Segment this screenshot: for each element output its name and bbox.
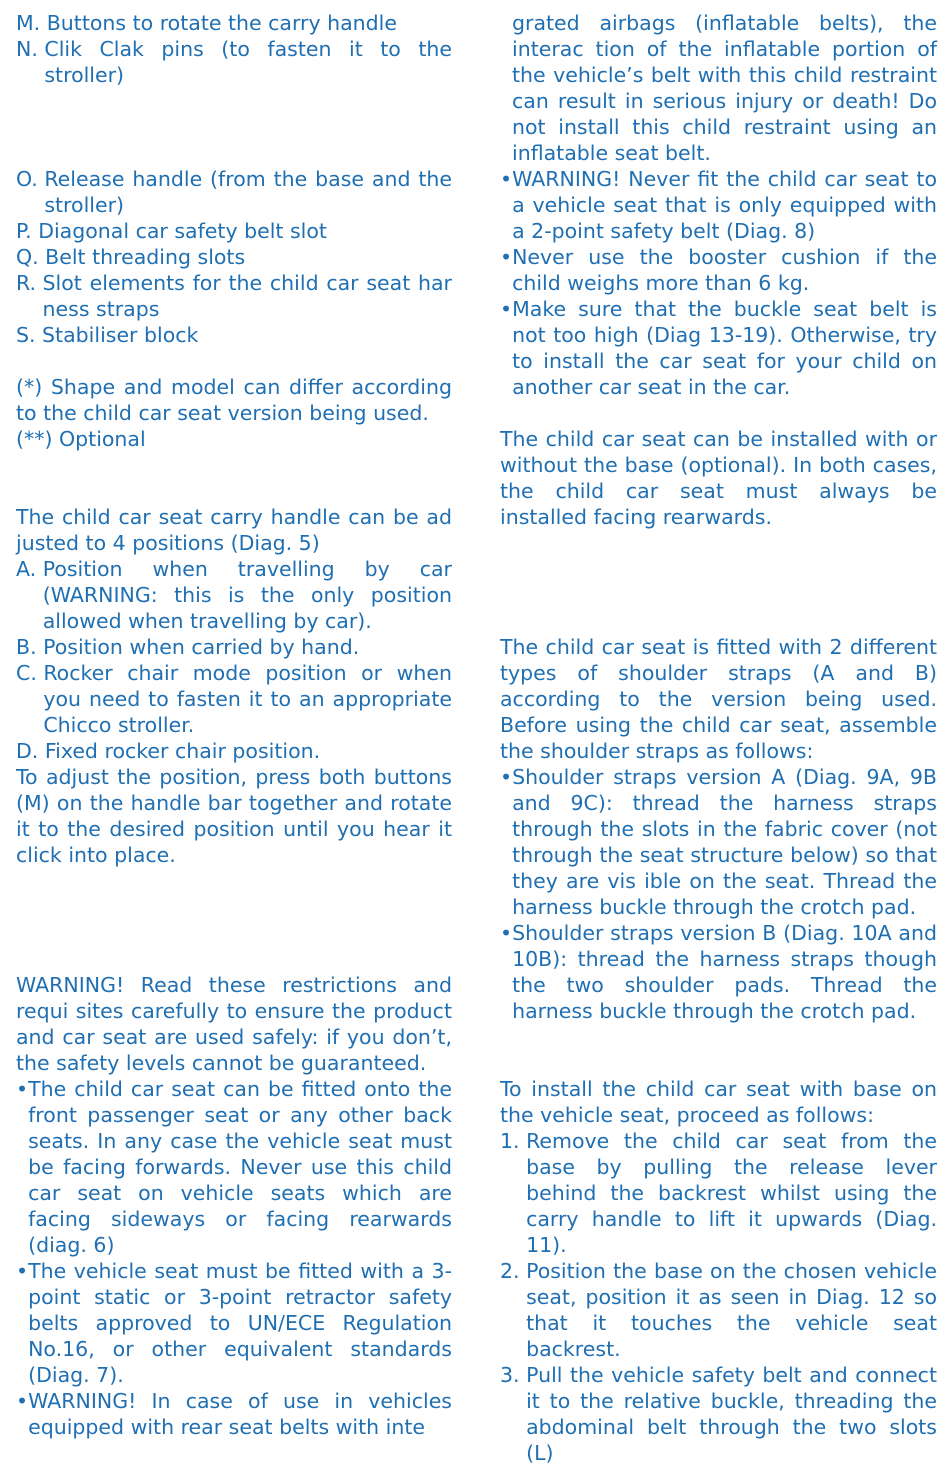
warning-bullet xyxy=(500,166,937,244)
left-column xyxy=(16,10,452,1440)
item-text: Release handle (from the base and the stroller) xyxy=(44,167,452,217)
item-text: Stabiliser block xyxy=(42,323,199,347)
warning-intro: WARNING! Read these restrictions and requi sites carefully to ensure the product and car seat are used safely: if you don’t, the safety levels cannot be guaranteed. xyxy=(16,973,452,1075)
parts-list-item xyxy=(16,10,452,36)
bullet-text: The child car seat can be fitted onto the front passenger seat or any other back seats. In any case the vehicle seat must be facing forwards. Never use this child car seat on vehicle seats which are facing sideways or facing rearwards (diag. 6) xyxy=(28,1077,452,1257)
item-text: Diagonal car safety belt slot xyxy=(38,219,327,243)
install-step xyxy=(500,1128,937,1258)
item-label: C. xyxy=(16,661,44,685)
item-label: N. xyxy=(16,37,45,61)
item-label: O. xyxy=(16,167,45,191)
parts-list-item xyxy=(16,166,452,218)
item-label: S. xyxy=(16,323,43,347)
handle-position-item xyxy=(16,634,452,660)
base-install-note: The child car seat can be installed with or without the base (optional). In both cases, the child car seat must always be installed facing rearwards. xyxy=(500,427,937,529)
item-label: A. xyxy=(16,557,43,581)
bullet-text: WARNING! Never fit the child car seat to a vehicle seat that is only equipped with a 2-point safety belt (Diag. 8) xyxy=(512,167,937,243)
step-text: Pull the vehicle safety belt and connect it to the relative buckle, threading the abdominal belt through the two slots (L) xyxy=(526,1363,937,1465)
straps-bullet xyxy=(500,920,937,1024)
item-text: Position when carried by hand. xyxy=(43,635,360,659)
item-text: Belt threading slots xyxy=(45,245,246,269)
parts-list-item xyxy=(16,322,452,348)
parts-list-item xyxy=(16,244,452,270)
step-number: 3. xyxy=(500,1363,527,1387)
parts-list-item xyxy=(16,270,452,322)
bullet-icon: • xyxy=(500,167,513,191)
handle-position-item xyxy=(16,738,452,764)
bullet-icon: • xyxy=(500,297,513,321)
item-text: Position when travelling by car (WARNING: this is the only position allowed when travelling by car). xyxy=(42,557,452,633)
bullet-icon: • xyxy=(16,1259,29,1283)
parts-list-item xyxy=(16,218,452,244)
bullet-text: WARNING! In case of use in vehicles equipped with rear seat belts with inte xyxy=(28,1389,452,1439)
item-text: Fixed rocker chair position. xyxy=(44,739,321,763)
bullet-icon: • xyxy=(500,245,513,269)
bullet-icon: • xyxy=(500,765,513,789)
bullet-text: grated airbags (inflatable belts), the interac tion of the inflatable portion of the vehicle’s belt with this child restraint can result in serious injury or death! Do not install this child restraint using an inflatable seat belt. xyxy=(512,11,937,165)
bullet-icon: • xyxy=(500,921,513,945)
bullet-text: Shoulder straps version B (Diag. 10A and 10B): thread the harness straps though the two shoulder pads. Thread the harness buckle through the crotch pad. xyxy=(512,921,937,1023)
install-step xyxy=(500,1258,937,1362)
handle-adjust-text: To adjust the position, press both buttons (M) on the handle bar together and rotate it to the desired position until you hear it click into place. xyxy=(16,765,452,867)
note-optional: (**) Optional xyxy=(16,427,146,451)
warning-bullet xyxy=(500,296,937,400)
item-label: R. xyxy=(16,271,43,295)
item-label: D. xyxy=(16,739,45,763)
handle-intro: The child car seat carry handle can be ad justed to 4 positions (Diag. 5) xyxy=(16,505,452,555)
item-text: Rocker chair mode position or when you need to fasten it to an appropriate Chicco stroller. xyxy=(43,661,452,737)
handle-position-item xyxy=(16,660,452,738)
warning-bullet xyxy=(16,1076,452,1258)
warning-bullet xyxy=(500,244,937,296)
bullet-icon: • xyxy=(16,1389,29,1413)
bullet-text: Make sure that the buckle seat belt is not too high (Diag 13-19). Otherwise, try to install the car seat for your child on another car seat in the car. xyxy=(512,297,937,399)
warning-bullet xyxy=(16,1258,452,1388)
item-label: P. xyxy=(16,219,39,243)
bullet-text: The vehicle seat must be fitted with a 3-point static or 3-point retractor safety belts approved to UN/ECE Regulation No.16, or other equivalent standards (Diag. 7). xyxy=(28,1259,452,1387)
straps-intro: The child car seat is fitted with 2 different types of shoulder straps (A and B) according to the version being used. Before using the child car seat, assemble the shoulder straps as follows: xyxy=(500,635,937,763)
parts-list-item xyxy=(16,36,452,88)
bullet-text: Never use the booster cushion if the child weighs more than 6 kg. xyxy=(512,245,937,295)
item-text: Buttons to rotate the carry handle xyxy=(46,11,397,35)
item-label: B. xyxy=(16,635,44,659)
item-label: Q. xyxy=(16,245,46,269)
item-text: Clik Clak pins (to fasten it to the stroller) xyxy=(44,37,452,87)
note-shape: (*) Shape and model can differ according to the child car seat version being used. xyxy=(16,375,452,425)
warning-bullet xyxy=(16,1388,452,1440)
step-text: Remove the child car seat from the base by pulling the release lever behind the backrest whilst using the carry handle to lift it upwards (Diag. 11). xyxy=(526,1129,937,1257)
bullet-icon: • xyxy=(16,1077,29,1101)
item-label: M. xyxy=(16,11,47,35)
right-column xyxy=(500,10,937,1466)
handle-position-item xyxy=(16,556,452,634)
install-step xyxy=(500,1362,937,1466)
warning-bullet-continuation xyxy=(500,10,937,166)
straps-bullet xyxy=(500,764,937,920)
bullet-text: Shoulder straps version A (Diag. 9A, 9B and 9C): thread the harness straps through the slots in the fabric cover (not through the seat structure below) so that they are vis ible on the seat. Thread the harness buckle through the crotch pad. xyxy=(512,765,937,919)
install-intro: To install the child car seat with base on the vehicle seat, proceed as follows: xyxy=(500,1077,937,1127)
step-text: Position the base on the chosen vehicle seat, position it as seen in Diag. 12 so that it touches the vehicle seat backrest. xyxy=(526,1259,937,1361)
step-number: 1. xyxy=(500,1129,527,1153)
item-text: Slot elements for the child car seat har ness straps xyxy=(42,271,452,321)
step-number: 2. xyxy=(500,1259,527,1283)
